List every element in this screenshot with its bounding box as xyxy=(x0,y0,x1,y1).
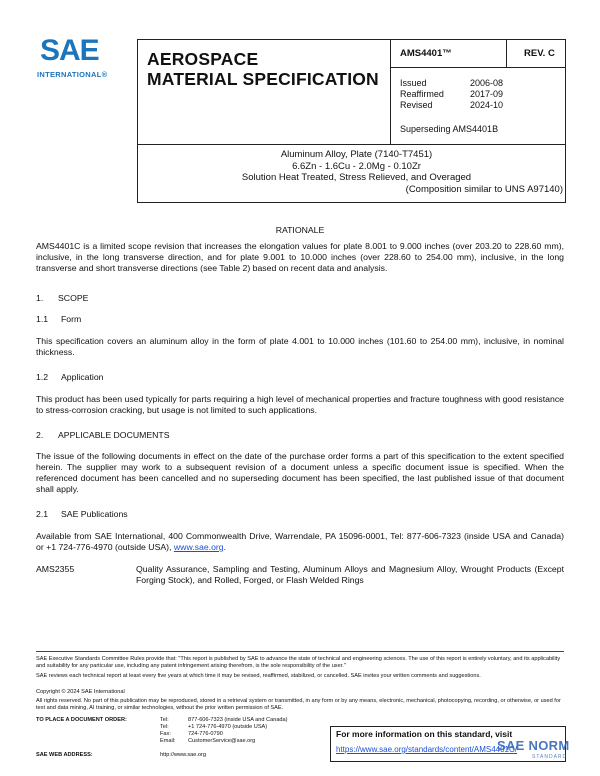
sae-logo: SAE xyxy=(40,34,99,67)
publisher-address: Available from SAE International, 400 Commonwealth Drive, Warrendale, PA 15096-0001, Tel: 877-606-7323 (inside USA and Canada) or +1 724-776-4970 (outside USA), xyxy=(36,531,564,552)
superseding-note: Superseding AMS4401B xyxy=(400,124,499,134)
revision-label: REV. C xyxy=(524,48,555,59)
document-number: AMS4401™ xyxy=(400,48,452,59)
date-row xyxy=(400,78,503,89)
document-type-line2: MATERIAL SPECIFICATION xyxy=(147,69,379,89)
contact-label: Fax: xyxy=(160,731,171,737)
section-title: SAE Publications xyxy=(61,509,128,519)
section-1-2-text: This product has been used typically for parts requiring a high level of mechanical properties and fracture toughness with good resistance to stress-corrosion cracking, but usage is not limited to such applications. xyxy=(36,394,564,415)
standard-url-link[interactable]: https://www.sae.org/standards/content/AMS4401C/ xyxy=(336,745,517,754)
order-label: TO PLACE A DOCUMENT ORDER: xyxy=(36,717,127,723)
document-type xyxy=(147,49,379,89)
date-value: 2006-08 xyxy=(470,78,504,88)
rationale-text: AMS4401C is a limited scope revision that increases the elongation values for plate 8.001 to 9.000 inches (over 203.20 to 228.60 mm), inclusive, in the long transverse direction, and for plate 9.001 to 10.000 inches (over 228.60 to 254.00 mm), inclusive, in the long transverse and short transverse directions (see Table 2) based on recent data and analysis. xyxy=(36,241,564,273)
watermark-logo: SAE NORM xyxy=(497,738,570,753)
section-number: 1.2 xyxy=(36,372,49,382)
contact-value: 724-776-0790 xyxy=(188,731,223,737)
rationale-heading: RATIONALE xyxy=(275,225,325,235)
date-label: Reaffirmed xyxy=(400,89,444,99)
footer-disclaimer: SAE Executive Standards Committee Rules provide that: "This report is published by SAE to advance the state of technical and engineering sciences. The use of this report is entirely voluntary, and its applicability and suitability for any particular use, including any patent infringement arising therefrom, is the sole responsibility of the user." xyxy=(36,656,561,669)
section-title: APPLICABLE DOCUMENTS xyxy=(58,430,170,440)
sentence-end: . xyxy=(223,542,227,552)
section-2-1-text xyxy=(36,531,564,553)
title-line: Aluminum Alloy, Plate (7140-T7451) xyxy=(280,149,433,160)
section-1-2-heading xyxy=(36,372,104,382)
contact-value: 877-606-7323 (inside USA and Canada) xyxy=(188,717,288,723)
section-title: Application xyxy=(61,372,104,382)
title-line: (Composition similar to UNS A97140) xyxy=(405,183,563,195)
date-label: Revised xyxy=(400,100,433,110)
title-line: Solution Heat Treated, Stress Relieved, and Overaged xyxy=(241,172,472,183)
section-1-1-heading xyxy=(36,314,81,324)
section-2-text: The issue of the following documents in effect on the date of the purchase order forms a part of this specification to the extent specified herein. The supplier may work to a subsequent revision of a document unless a specific document issue is specified. When the referenced document has been cancelled and no superseding document has been specified, the last published issue of that document shall apply. xyxy=(36,451,564,494)
reference-id: AMS2355 xyxy=(36,564,75,574)
contact-label: Tel: xyxy=(160,724,169,730)
footer-review-note: SAE reviews each technical report at least every five years at which time it may be revised, reaffirmed, stabilized, or cancelled. SAE invites your written comments and suggestions. xyxy=(36,673,481,679)
title-line: 6.6Zn - 1.6Cu - 2.0Mg - 0.10Zr xyxy=(292,160,421,172)
section-1-1-text: This specification covers an aluminum alloy in the form of plate 4.001 to 10.000 inches (101.60 to 254.00 mm), inclusive, in nominal thickness. xyxy=(36,336,564,357)
more-info-title: For more information on this standard, visit xyxy=(336,729,513,739)
section-1-heading xyxy=(36,293,88,303)
web-address-value[interactable]: http://www.sae.org xyxy=(160,752,207,758)
contact-value: +1 724-776-4970 (outside USA) xyxy=(188,724,268,730)
web-address-label: SAE WEB ADDRESS: xyxy=(36,752,93,758)
section-title: Form xyxy=(61,314,82,324)
section-2-1-heading xyxy=(36,509,128,519)
sae-website-link[interactable]: www.sae.org xyxy=(173,542,224,552)
section-2-heading xyxy=(36,430,170,440)
section-number: 2.1 xyxy=(36,509,49,519)
section-number: 2. xyxy=(36,430,44,440)
document-type-line1: AEROSPACE xyxy=(147,49,259,69)
footer-divider xyxy=(36,651,564,652)
date-label: Issued xyxy=(400,78,427,88)
section-title: SCOPE xyxy=(58,293,89,303)
specification-title xyxy=(150,149,563,195)
section-number: 1.1 xyxy=(36,314,49,324)
watermark-subtitle: STANDARD xyxy=(532,754,568,760)
footer-copyright: Copyright © 2024 SAE International xyxy=(36,689,125,695)
contact-label: Tel: xyxy=(160,717,169,723)
date-row xyxy=(400,89,503,100)
footer-rights: All rights reserved. No part of this publication may be reproduced, stored in a retrieval system or transmitted, in any form or by any means, electronic, mechanical, photocopying, recording, or otherwise, or used for text and data mining, AI training, or similar technologies, without the prior written permission of SAE. xyxy=(36,698,561,711)
section-number: 1. xyxy=(36,293,44,303)
contact-email[interactable]: CustomerService@sae.org xyxy=(188,738,256,744)
date-value: 2017-09 xyxy=(470,89,504,99)
issue-dates xyxy=(400,78,503,111)
sae-logo-subtitle: INTERNATIONAL® xyxy=(37,70,108,79)
reference-description: Quality Assurance, Sampling and Testing, Aluminum Alloys and Magnesium Alloy, Wrought Products (Except Forging Stock), and Rolled, Forged, or Flash Welded Rings xyxy=(136,564,564,585)
contact-label: Email: xyxy=(160,738,176,744)
date-row xyxy=(400,100,503,111)
date-value: 2024-10 xyxy=(470,100,504,110)
